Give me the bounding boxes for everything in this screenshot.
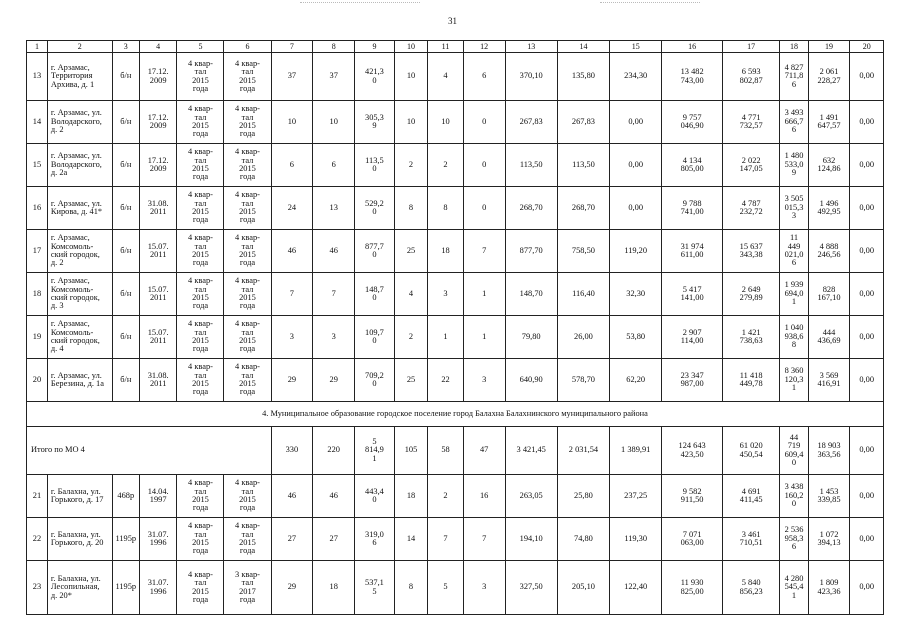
- table-row: [27, 561, 884, 615]
- table-cell: 6: [271, 144, 313, 187]
- table-row: [27, 316, 884, 359]
- table-cell: 18: [394, 475, 427, 518]
- column-number: 17: [722, 41, 779, 53]
- row-number-cell: 18: [27, 273, 48, 316]
- table-cell: 632 124,86: [808, 144, 850, 187]
- table-cell: 148,70: [505, 273, 557, 316]
- table-cell: 0,00: [850, 359, 884, 402]
- table-row: [27, 475, 884, 518]
- table-cell: б/н: [112, 53, 139, 101]
- table-cell: 109,7 0: [355, 316, 395, 359]
- table-cell: 640,90: [505, 359, 557, 402]
- table-cell: 27: [313, 518, 355, 561]
- table-cell: 31.08. 2011: [139, 187, 177, 230]
- table-cell: 2 022 147,05: [722, 144, 779, 187]
- table-cell: б/н: [112, 273, 139, 316]
- table-cell: 263,05: [505, 475, 557, 518]
- table-cell: 1 480 533,0 9: [780, 144, 808, 187]
- table-cell: 46: [313, 475, 355, 518]
- table-cell: 205,10: [557, 561, 609, 615]
- table-cell: 4 квар- тал 2015 года: [177, 230, 224, 273]
- table-cell: 4 квар- тал 2015 года: [177, 359, 224, 402]
- total-label: Итого по МО 4: [27, 427, 272, 475]
- column-number: 2: [47, 41, 112, 53]
- table-cell: 31 974 611,00: [662, 230, 723, 273]
- table-cell: 31.07. 1996: [139, 561, 177, 615]
- table-cell: 305,3 9: [355, 101, 395, 144]
- table-cell: 370,10: [505, 53, 557, 101]
- table-cell: 148,7 0: [355, 273, 395, 316]
- table-cell: 7: [463, 230, 505, 273]
- total-cell: 3 421,45: [505, 427, 557, 475]
- table-cell: 758,50: [557, 230, 609, 273]
- row-number-cell: 19: [27, 316, 48, 359]
- table-cell: 3: [463, 561, 505, 615]
- table-cell: 4 квар- тал 2015 года: [224, 187, 271, 230]
- table-cell: 6: [463, 53, 505, 101]
- table-cell: б/н: [112, 101, 139, 144]
- table-cell: 119,20: [610, 230, 662, 273]
- table-cell: 1 421 738,63: [722, 316, 779, 359]
- table-cell: 15.07. 2011: [139, 273, 177, 316]
- table-cell: 4 квар- тал 2015 года: [177, 518, 224, 561]
- table-cell: 4 771 732,57: [722, 101, 779, 144]
- table-cell: 1 939 694,0 1: [780, 273, 808, 316]
- table-cell: 31.07. 1996: [139, 518, 177, 561]
- table-cell: 1 491 647,57: [808, 101, 850, 144]
- row-number-cell: 14: [27, 101, 48, 144]
- row-number-cell: 20: [27, 359, 48, 402]
- table-cell: 4: [428, 53, 464, 101]
- table-cell: 2: [428, 475, 464, 518]
- table-cell: 267,83: [557, 101, 609, 144]
- total-cell: 61 020 450,54: [722, 427, 779, 475]
- table-row: [27, 359, 884, 402]
- table-cell: 0,00: [850, 518, 884, 561]
- table-cell: 319,0 6: [355, 518, 395, 561]
- table-cell: 13: [313, 187, 355, 230]
- total-cell: 105: [394, 427, 427, 475]
- table-cell: 15 637 343,38: [722, 230, 779, 273]
- table-cell: 9 757 046,90: [662, 101, 723, 144]
- column-number: 4: [139, 41, 177, 53]
- table-cell: 0: [463, 187, 505, 230]
- table-cell: 9 582 911,50: [662, 475, 723, 518]
- table-cell: 4 787 232,72: [722, 187, 779, 230]
- table-cell: 4 квар- тал 2015 года: [177, 101, 224, 144]
- total-cell: 18 903 363,56: [808, 427, 850, 475]
- table-cell: 1 496 492,95: [808, 187, 850, 230]
- table-cell: 27: [271, 518, 313, 561]
- table-cell: 25,80: [557, 475, 609, 518]
- table-cell: 3: [313, 316, 355, 359]
- address-cell: г. Арзамас, ул. Володарского, д. 2а: [47, 144, 112, 187]
- table-cell: 3: [463, 359, 505, 402]
- table-cell: 1195р: [112, 518, 139, 561]
- total-cell: 2 031,54: [557, 427, 609, 475]
- table-cell: 234,30: [610, 53, 662, 101]
- table-cell: 26,00: [557, 316, 609, 359]
- table-cell: б/н: [112, 359, 139, 402]
- table-cell: 10: [313, 101, 355, 144]
- column-number: 10: [394, 41, 427, 53]
- table-cell: 268,70: [557, 187, 609, 230]
- table-cell: 3 505 015,3 3: [780, 187, 808, 230]
- table-cell: 4 134 805,00: [662, 144, 723, 187]
- table-cell: 0,00: [850, 561, 884, 615]
- scan-artifact-line: [300, 2, 420, 3]
- table-cell: 3 438 160,2 0: [780, 475, 808, 518]
- table-cell: 3 569 416,91: [808, 359, 850, 402]
- table-cell: 0,00: [610, 144, 662, 187]
- table-cell: 828 167,10: [808, 273, 850, 316]
- address-cell: г. Арзамас, ул. Володарского, д. 2: [47, 101, 112, 144]
- section-title: 4. Муниципальное образование городское поселение город Балахна Балахнинского муниципального района: [27, 402, 884, 427]
- table-cell: 25: [394, 230, 427, 273]
- table-cell: 4 квар- тал 2015 года: [224, 518, 271, 561]
- table-cell: 267,83: [505, 101, 557, 144]
- column-number: 8: [313, 41, 355, 53]
- section-title-row: [27, 402, 884, 427]
- table-cell: 4 квар- тал 2015 года: [224, 475, 271, 518]
- table-cell: 4 квар- тал 2015 года: [177, 144, 224, 187]
- table-cell: 3: [428, 273, 464, 316]
- table-cell: 22: [428, 359, 464, 402]
- table-cell: 1 040 938,6 8: [780, 316, 808, 359]
- total-cell: 47: [463, 427, 505, 475]
- total-cell: 330: [271, 427, 313, 475]
- table-cell: 537,1 5: [355, 561, 395, 615]
- address-cell: г. Арзамас, Комсомоль- ский городок, д. 3: [47, 273, 112, 316]
- table-cell: 9 788 741,00: [662, 187, 723, 230]
- table-cell: 46: [313, 230, 355, 273]
- table-cell: 0,00: [850, 316, 884, 359]
- address-cell: г. Балахна, ул. Лесопильная, д. 20*: [47, 561, 112, 615]
- table-cell: 4 квар- тал 2015 года: [224, 316, 271, 359]
- table-cell: 5 417 141,00: [662, 273, 723, 316]
- table-cell: 74,80: [557, 518, 609, 561]
- address-cell: г. Арзамас, Комсомоль- ский городок, д. 2: [47, 230, 112, 273]
- table-row: [27, 273, 884, 316]
- table-cell: 135,80: [557, 53, 609, 101]
- table-cell: 0,00: [610, 187, 662, 230]
- table-cell: 17.12. 2009: [139, 144, 177, 187]
- column-number: 11: [428, 41, 464, 53]
- table-cell: 11 449 021,0 6: [780, 230, 808, 273]
- table-cell: 18: [428, 230, 464, 273]
- address-cell: г. Балахна, ул. Горького, д. 20: [47, 518, 112, 561]
- table-row: [27, 518, 884, 561]
- address-cell: г. Арзамас, ул. Березина, д. 1а: [47, 359, 112, 402]
- table-cell: 6 593 802,87: [722, 53, 779, 101]
- total-cell: 5 814,9 1: [355, 427, 395, 475]
- table-cell: 709,2 0: [355, 359, 395, 402]
- table-cell: 4 квар- тал 2015 года: [177, 53, 224, 101]
- table-row: [27, 53, 884, 101]
- table-cell: 2: [394, 144, 427, 187]
- table-cell: 7: [271, 273, 313, 316]
- table-cell: 4 888 246,56: [808, 230, 850, 273]
- table-cell: 18: [313, 561, 355, 615]
- table-row: [27, 144, 884, 187]
- table-cell: 8: [394, 187, 427, 230]
- table-cell: 13 482 743,00: [662, 53, 723, 101]
- table-cell: 0,00: [610, 101, 662, 144]
- table-cell: 468р: [112, 475, 139, 518]
- table-cell: 4 квар- тал 2015 года: [224, 101, 271, 144]
- table-cell: б/н: [112, 187, 139, 230]
- table-row: [27, 230, 884, 273]
- table-cell: 4 квар- тал 2015 года: [177, 561, 224, 615]
- table-cell: 4 280 545,4 1: [780, 561, 808, 615]
- table-cell: 29: [313, 359, 355, 402]
- table-cell: 0,00: [850, 475, 884, 518]
- table-cell: 0,00: [850, 273, 884, 316]
- table-cell: б/н: [112, 316, 139, 359]
- total-row: [27, 427, 884, 475]
- total-cell: 58: [428, 427, 464, 475]
- table-cell: 1 453 339,85: [808, 475, 850, 518]
- column-number: 15: [610, 41, 662, 53]
- table-cell: 6: [313, 144, 355, 187]
- column-number: 14: [557, 41, 609, 53]
- table-cell: 37: [313, 53, 355, 101]
- table-cell: 7: [428, 518, 464, 561]
- table-cell: 5 840 856,23: [722, 561, 779, 615]
- address-cell: г. Арзамас, Комсомоль- ский городок, д. 4: [47, 316, 112, 359]
- column-number: 6: [224, 41, 271, 53]
- table-cell: 237,25: [610, 475, 662, 518]
- table-cell: 17.12. 2009: [139, 53, 177, 101]
- table-cell: 0: [463, 101, 505, 144]
- column-number: 3: [112, 41, 139, 53]
- table-row: [27, 101, 884, 144]
- table-cell: 122,40: [610, 561, 662, 615]
- table-cell: б/н: [112, 230, 139, 273]
- page-number: 31: [448, 16, 457, 26]
- table-cell: 10: [394, 53, 427, 101]
- total-cell: 1 389,91: [610, 427, 662, 475]
- table-cell: 119,30: [610, 518, 662, 561]
- table-cell: 529,2 0: [355, 187, 395, 230]
- table-body: [27, 41, 884, 615]
- column-number: 12: [463, 41, 505, 53]
- table-cell: 877,70: [505, 230, 557, 273]
- column-number: 19: [808, 41, 850, 53]
- table-cell: 3 461 710,51: [722, 518, 779, 561]
- table-cell: 3 квар- тал 2017 года: [224, 561, 271, 615]
- table-cell: 0,00: [850, 230, 884, 273]
- table-cell: 17.12. 2009: [139, 101, 177, 144]
- table-cell: 4: [394, 273, 427, 316]
- table-cell: 29: [271, 359, 313, 402]
- table-cell: 10: [394, 101, 427, 144]
- table-cell: 7: [463, 518, 505, 561]
- table-cell: 4 квар- тал 2015 года: [177, 273, 224, 316]
- table-cell: 1 809 423,36: [808, 561, 850, 615]
- table-cell: 2 649 279,89: [722, 273, 779, 316]
- table-cell: 2 907 114,00: [662, 316, 723, 359]
- table-cell: 268,70: [505, 187, 557, 230]
- table-cell: 8: [428, 187, 464, 230]
- table-cell: 0,00: [850, 101, 884, 144]
- table-cell: 8: [394, 561, 427, 615]
- table-cell: 0,00: [850, 53, 884, 101]
- column-number: 13: [505, 41, 557, 53]
- table-cell: 15.07. 2011: [139, 316, 177, 359]
- table-cell: 3: [271, 316, 313, 359]
- total-cell: 124 643 423,50: [662, 427, 723, 475]
- table-cell: 5: [428, 561, 464, 615]
- table-cell: 578,70: [557, 359, 609, 402]
- table-cell: 29: [271, 561, 313, 615]
- table-cell: 46: [271, 230, 313, 273]
- table-cell: 1: [463, 273, 505, 316]
- table-cell: 443,4 0: [355, 475, 395, 518]
- table-cell: 194,10: [505, 518, 557, 561]
- table-cell: 2 536 958,3 6: [780, 518, 808, 561]
- table-cell: 4 квар- тал 2015 года: [177, 475, 224, 518]
- table-cell: 421,3 0: [355, 53, 395, 101]
- table-cell: 16: [463, 475, 505, 518]
- row-number-cell: 16: [27, 187, 48, 230]
- address-cell: г. Арзамас, ул. Кирова, д. 41*: [47, 187, 112, 230]
- column-number: 18: [780, 41, 808, 53]
- table-cell: 1195р: [112, 561, 139, 615]
- table-cell: 0: [463, 144, 505, 187]
- table-cell: 10: [271, 101, 313, 144]
- table-cell: 2 061 228,27: [808, 53, 850, 101]
- total-cell: 0,00: [850, 427, 884, 475]
- table-cell: 4 квар- тал 2015 года: [224, 359, 271, 402]
- table-cell: 37: [271, 53, 313, 101]
- table-cell: 4 827 711,8 6: [780, 53, 808, 101]
- table-cell: 4 квар- тал 2015 года: [224, 230, 271, 273]
- table-cell: 444 436,69: [808, 316, 850, 359]
- table-cell: 0,00: [850, 187, 884, 230]
- table-cell: 4 квар- тал 2015 года: [224, 144, 271, 187]
- table-cell: 4 квар- тал 2015 года: [177, 316, 224, 359]
- table-cell: 53,80: [610, 316, 662, 359]
- column-number: 20: [850, 41, 884, 53]
- table-cell: 2: [394, 316, 427, 359]
- table-cell: 32,30: [610, 273, 662, 316]
- table-cell: 23 347 987,00: [662, 359, 723, 402]
- address-cell: г. Балахна, ул. Горького, д. 17: [47, 475, 112, 518]
- table-cell: 46: [271, 475, 313, 518]
- table-cell: 62,20: [610, 359, 662, 402]
- table-cell: 79,80: [505, 316, 557, 359]
- total-cell: 44 719 609,4 0: [780, 427, 808, 475]
- table-cell: 7: [313, 273, 355, 316]
- table-cell: 11 930 825,00: [662, 561, 723, 615]
- row-number-cell: 13: [27, 53, 48, 101]
- row-number-cell: 22: [27, 518, 48, 561]
- scan-artifact-line: [600, 2, 700, 3]
- table-cell: 24: [271, 187, 313, 230]
- address-cell: г. Арзамас, Территория Архива, д. 1: [47, 53, 112, 101]
- table-cell: 15.07. 2011: [139, 230, 177, 273]
- table-cell: 1: [428, 316, 464, 359]
- table-cell: 10: [428, 101, 464, 144]
- table-cell: 4 691 411,45: [722, 475, 779, 518]
- table-cell: 8 360 120,3 1: [780, 359, 808, 402]
- table-cell: 11 418 449,78: [722, 359, 779, 402]
- table-cell: 113,5 0: [355, 144, 395, 187]
- table-cell: 327,50: [505, 561, 557, 615]
- table-cell: 14.04. 1997: [139, 475, 177, 518]
- row-number-cell: 17: [27, 230, 48, 273]
- table-cell: 14: [394, 518, 427, 561]
- table-row: [27, 187, 884, 230]
- column-number: 5: [177, 41, 224, 53]
- table-cell: 3 493 666,7 6: [780, 101, 808, 144]
- table-cell: 4 квар- тал 2015 года: [224, 273, 271, 316]
- column-number: 1: [27, 41, 48, 53]
- table-cell: 1: [463, 316, 505, 359]
- table-cell: 4 квар- тал 2015 года: [224, 53, 271, 101]
- table-cell: 0,00: [850, 144, 884, 187]
- table-cell: 877,7 0: [355, 230, 395, 273]
- table-cell: 113,50: [557, 144, 609, 187]
- table-cell: 31.08. 2011: [139, 359, 177, 402]
- column-number: 16: [662, 41, 723, 53]
- row-number-cell: 23: [27, 561, 48, 615]
- table-cell: 7 071 063,00: [662, 518, 723, 561]
- column-number: 9: [355, 41, 395, 53]
- row-number-cell: 15: [27, 144, 48, 187]
- table-cell: 113,50: [505, 144, 557, 187]
- table-cell: 25: [394, 359, 427, 402]
- housing-register-table: [26, 40, 884, 615]
- table-cell: 4 квар- тал 2015 года: [177, 187, 224, 230]
- column-number: 7: [271, 41, 313, 53]
- table-cell: 1 072 394,13: [808, 518, 850, 561]
- table-cell: 2: [428, 144, 464, 187]
- table-cell: 116,40: [557, 273, 609, 316]
- table-cell: б/н: [112, 144, 139, 187]
- column-number-row: [27, 41, 884, 53]
- row-number-cell: 21: [27, 475, 48, 518]
- total-cell: 220: [313, 427, 355, 475]
